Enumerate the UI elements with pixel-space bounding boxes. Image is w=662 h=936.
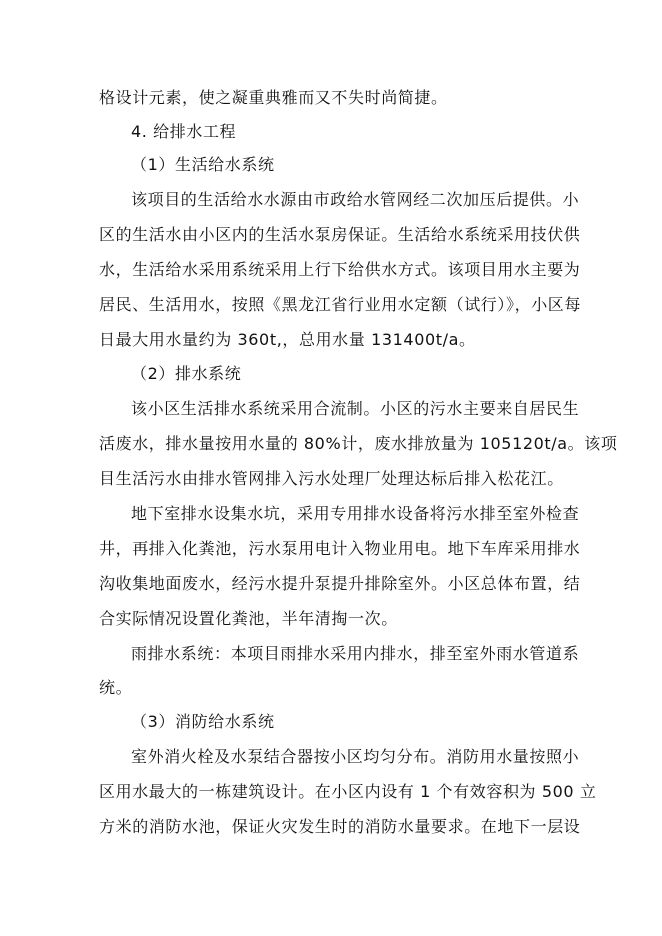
text-line: 雨排水系统：本项目雨排水采用内排水，排至室外雨水管道系 (131, 644, 580, 663)
text-line: 活废水，排水量按用水量的 80%计，废水排放量为 105120t/a。该项 (99, 434, 618, 453)
subsection-heading: （3）消防给水系统 (131, 712, 275, 731)
text-line: 居民、生活用水，按照《黑龙江省行业用水定额（试行）》，小区每 (99, 295, 582, 314)
section-heading: 4. 给排水工程 (131, 122, 237, 141)
text-line: 室外消火栓及水泵结合器按小区均匀分布。消防用水量按照小 (131, 747, 580, 766)
text-line: 井，再排入化粪池，污水泵用电计入物业用电。地下车库采用排水 (99, 539, 581, 558)
text-line: 目生活污水由排水管网排入污水处理厂处理达标后排入松花江。 (99, 469, 564, 488)
text-line: 合实际情况设置化粪池，半年清掏一次。 (99, 609, 398, 628)
text-line: 沟收集地面废水，经污水提升泵提升排除室外。小区总体布置，结 (99, 574, 581, 593)
text-line: 区的生活水由小区内的生活水泵房保证。生活给水系统采用技伏供 (99, 225, 581, 244)
text-line: 统。 (99, 678, 133, 697)
text-line: 地下室排水设集水坑，采用专用排水设备将污水排至室外检查 (131, 504, 580, 523)
subsection-heading: （2）排水系统 (131, 364, 242, 383)
text-line: 该小区生活排水系统采用合流制。小区的污水主要来自居民生 (131, 399, 580, 418)
subsection-heading: （1）生活给水系统 (131, 155, 275, 174)
text-line: 该项目的生活给水水源由市政给水管网经二次加压后提供。小 (131, 190, 580, 209)
text-line: 方米的消防水池，保证火灾发生时的消防水量要求。在地下一层设 (99, 817, 581, 836)
text-line: 日最大用水量约为 360t,，总用水量 131400t/a。 (99, 330, 476, 349)
text-line: 格设计元素，使之凝重典雅而又不失时尚简捷。 (99, 88, 448, 107)
text-line: 水，生活给水采用系统采用上行下给供水方式。该项目用水主要为 (99, 260, 581, 279)
text-line: 区用水最大的一栋建筑设计。在小区内设有 1 个有效容积为 500 立 (99, 782, 597, 801)
